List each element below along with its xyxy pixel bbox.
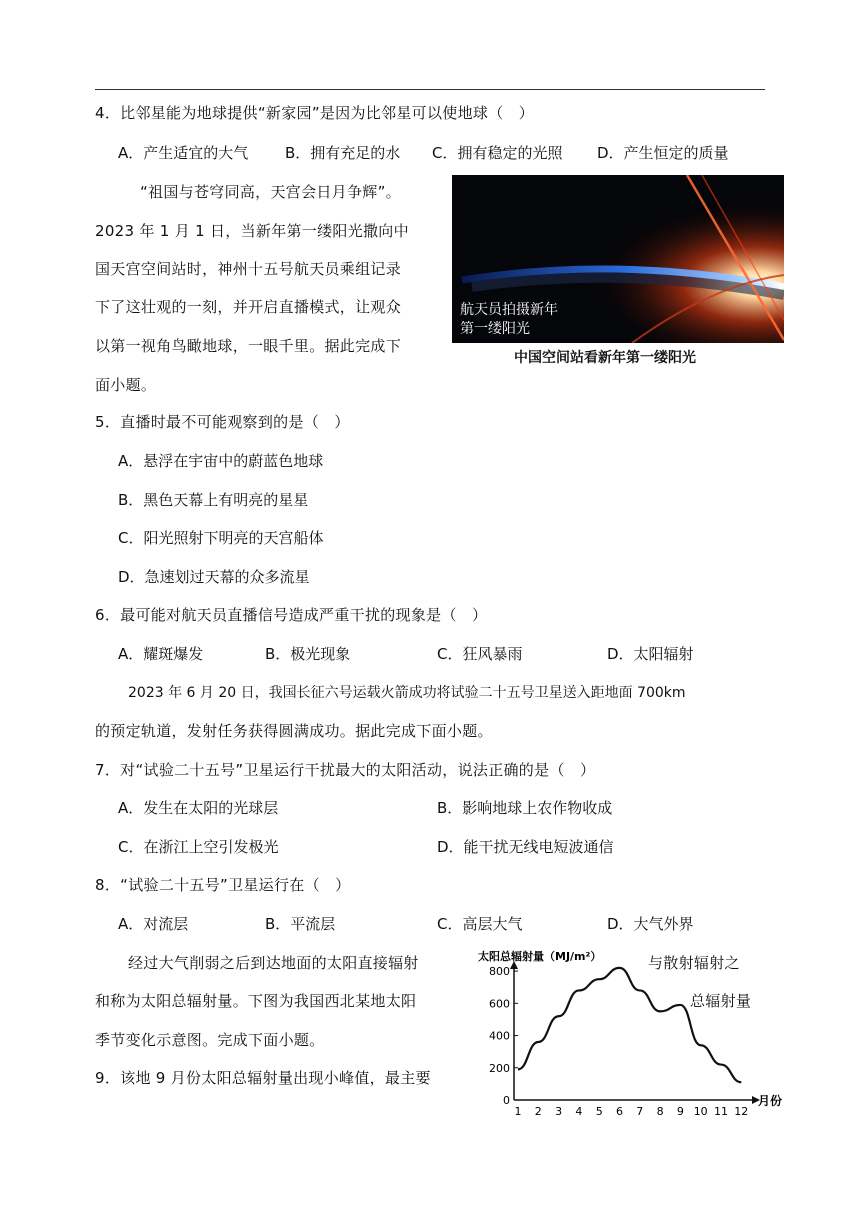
- y-tick-label: 600: [489, 997, 510, 1011]
- q8-option-b[interactable]: B．平流层: [265, 915, 336, 933]
- q8-option-a[interactable]: A．对流层: [118, 915, 189, 933]
- q5-option-d[interactable]: D．急速划过天幕的众多流星: [118, 568, 310, 586]
- x-tick-label: 7: [636, 1105, 644, 1118]
- x-axis-label: 月份: [758, 1094, 783, 1108]
- passage1-line-4: 下了这壮观的一刻，并开启直播模式，让观众: [95, 298, 402, 316]
- q4-option-b[interactable]: B．拥有充足的水: [285, 144, 401, 162]
- q5-stem: 5．直播时最不可能观察到的是（ ）: [95, 413, 350, 431]
- q5-option-b[interactable]: B．黑色天幕上有明亮的星星: [118, 491, 309, 509]
- passage1-line-6: 面小题。: [95, 376, 157, 394]
- series-line: [518, 968, 741, 1082]
- passage1-line-1: “祖国与苍穹同高，天宫会日月争辉”。: [140, 183, 401, 201]
- q8-stem: 8．“试验二十五号”卫星运行在（ ）: [95, 876, 351, 894]
- q6-option-b[interactable]: B．极光现象: [265, 645, 351, 663]
- q4-option-d[interactable]: D．产生恒定的质量: [597, 144, 729, 162]
- q8-option-c[interactable]: C．高层大气: [437, 915, 523, 933]
- x-tick-label: 8: [656, 1105, 664, 1118]
- photo-text-1: 航天员拍摄新年: [460, 302, 558, 318]
- x-tick-label: 4: [575, 1105, 583, 1118]
- q9-stem: 9．该地 9 月份太阳总辐射量出现小峰值，最主要: [95, 1069, 431, 1087]
- space-station-photo: [452, 175, 784, 343]
- y-tick-label: 400: [489, 1029, 510, 1043]
- q5-option-c[interactable]: C．阳光照射下明亮的天宫船体: [118, 529, 324, 547]
- y-tick-label: 0: [503, 1094, 510, 1107]
- q6-option-d[interactable]: D．太阳辐射: [607, 645, 694, 663]
- passage1-line-2: 2023 年 1 月 1 日，当新年第一缕阳光撒向中: [95, 222, 409, 240]
- q8-option-d[interactable]: D．大气外界: [607, 915, 694, 933]
- q4-option-a[interactable]: A．产生适宜的大气: [118, 144, 249, 162]
- x-tick-label: 6: [616, 1105, 623, 1118]
- y-tick-label: 200: [489, 1061, 510, 1075]
- q5-option-a[interactable]: A．悬浮在宇宙中的蔚蓝色地球: [118, 452, 324, 470]
- radiation-chart: [470, 945, 800, 1125]
- q7-option-d[interactable]: D．能干扰无线电短波通信: [437, 838, 614, 856]
- x-tick-label: 12: [734, 1105, 749, 1118]
- passage2-line-1: 2023 年 6 月 20 日，我国长征六号运载火箭成功将试验二十五号卫星送入距地面 700km: [128, 685, 686, 701]
- radiation-chart-svg: [470, 945, 800, 1125]
- photo-caption: 中国空间站看新年第一缕阳光: [514, 350, 696, 366]
- q4-option-c[interactable]: C．拥有稳定的光照: [432, 144, 563, 162]
- x-tick-label: 3: [555, 1105, 563, 1118]
- q7-stem: 7．对“试验二十五号”卫星运行干扰最大的太阳活动，说法正确的是（ ）: [95, 761, 596, 779]
- y-tick-label: 800: [489, 965, 510, 979]
- y-axis-label: 太阳总辐射量（MJ/m²）: [478, 950, 602, 963]
- passage3-line-3: 季节变化示意图。完成下面小题。: [95, 1031, 325, 1049]
- passage3-line-1: 经过大气削弱之后到达地面的太阳直接辐射: [128, 954, 419, 972]
- q6-option-c[interactable]: C．狂风暴雨: [437, 645, 523, 663]
- x-tick-label: 1: [514, 1105, 522, 1118]
- q7-option-c[interactable]: C．在浙江上空引发极光: [118, 838, 279, 856]
- passage3-right-1: 与散射辐射之: [648, 954, 740, 972]
- passage2-line-2: 的预定轨道，发射任务获得圆满成功。据此完成下面小题。: [95, 722, 493, 740]
- x-tick-label: 10: [693, 1105, 708, 1118]
- x-tick-label: 5: [595, 1105, 603, 1118]
- passage3-line-2: 和称为太阳总辐射量。下图为我国西北某地太阳: [95, 992, 417, 1010]
- photo-text-2: 第一缕阳光: [460, 321, 530, 337]
- x-tick-label: 9: [676, 1105, 684, 1118]
- passage3-right-2: 总辐射量: [690, 992, 752, 1010]
- q6-option-a[interactable]: A．耀斑爆发: [118, 645, 204, 663]
- x-tick-label: 11: [714, 1105, 728, 1118]
- q4-stem: 4．比邻星能为地球提供“新家园”是因为比邻星可以使地球（ ）: [95, 104, 535, 122]
- x-tick-label: 2: [534, 1105, 542, 1118]
- header-rule: [95, 89, 765, 90]
- q7-option-b[interactable]: B．影响地球上农作物收成: [437, 799, 613, 817]
- q7-option-a[interactable]: A．发生在太阳的光球层: [118, 799, 279, 817]
- passage1-line-5: 以第一视角鸟瞰地球，一眼千里。据此完成下: [95, 337, 402, 355]
- q6-stem: 6．最可能对航天员直播信号造成严重干扰的现象是（ ）: [95, 606, 488, 624]
- passage1-line-3: 国天宫空间站时，神州十五号航天员乘组记录: [95, 260, 402, 278]
